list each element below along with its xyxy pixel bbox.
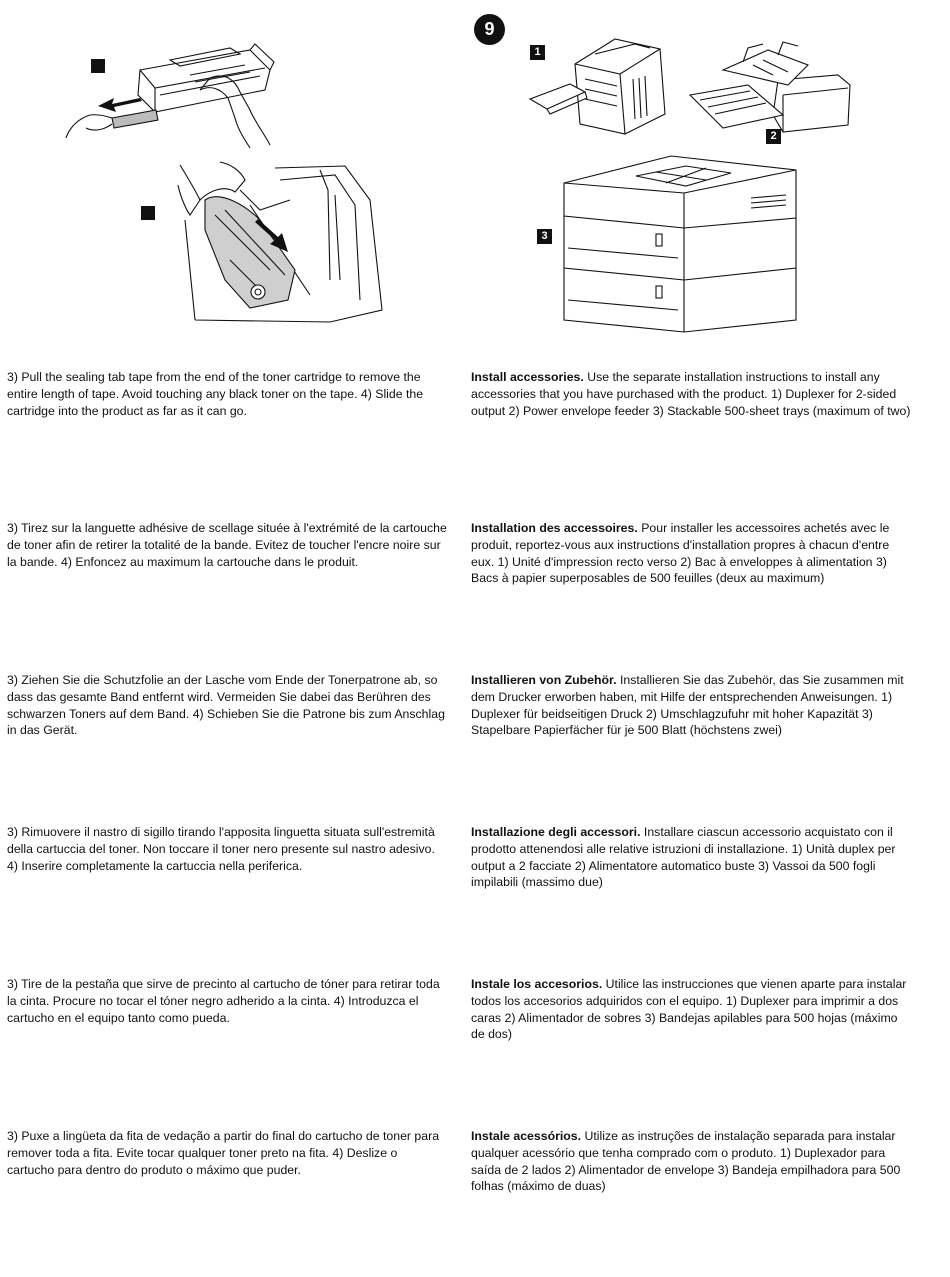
instruction-en-accessories bbox=[471, 369, 911, 419]
body-it: Installare ciascun accessorio acquistato con il prodotto attenendosi alle relative istruzioni di installazione. 1) Unità duplex per output a 2 facciate 2) Alimentatore automatico buste 3) Vassoi da 500 fogli impilabili (massimo due) bbox=[471, 825, 896, 890]
insert-cartridge-illustration bbox=[170, 160, 390, 328]
step-number-badge: 9 bbox=[474, 14, 505, 45]
body-pt: Utilize as instruções de instalação separada para instalar qualquer acessório que tenha comprado com o produto. 1) Duplexador para saída de 2 lados 2) Alimentador de envelope 3) Bandeja empilhadora para 500 folhas (máximo de duas) bbox=[471, 1129, 901, 1194]
instruction-it-accessories bbox=[471, 824, 911, 891]
body-es: Utilice las instrucciones que vienen aparte para instalar todos los accesorios adquiridos con el equipo. 1) Duplexer para imprimir a dos caras 2) Alimentador de sobres 3) Bandejas apilables para 500 hojas (máximo de dos) bbox=[471, 977, 907, 1042]
heading-en: Install accessories. bbox=[471, 370, 584, 384]
instruction-pt-accessories bbox=[471, 1128, 911, 1195]
heading-fr: Installation des accessoires. bbox=[471, 521, 638, 535]
pull-sealing-tape-illustration bbox=[60, 40, 290, 150]
body-en: Use the separate installation instructions to install any accessories that you have purchased with the product. 1) Duplexer for 2-sided output 2) Power envelope feeder 3) Stackable 500-sheet trays (maximum of two) bbox=[471, 370, 911, 418]
body-fr: Pour installer les accessoires achetés avec le produit, reportez-vous aux instructions d'installation propres à chacun d'entre eux. 1) Unité d'impression recto verso 2) Bac à enveloppes à alimentation 3) Bacs à papier superposables de 500 feuilles (deux au maximum) bbox=[471, 521, 890, 586]
instruction-it-toner: 3) Rimuovere il nastro di sigillo tirando l'apposita linguetta situata sull'estremità della cartuccia del toner. Non toccare il toner nero presente sul nastro adesivo. 4) Inserire completamente la cartuccia nella periferica. bbox=[7, 825, 435, 873]
callout-envelope-feeder: 2 bbox=[766, 129, 781, 144]
instruction-es-toner: 3) Tire de la pestaña que sirve de precinto al cartucho de tóner para retirar toda la cinta. Procure no tocar el tóner negro adherido a la cinta. 4) Introduzca el cartucho en el equipo tanto como pueda. bbox=[7, 977, 440, 1025]
heading-de: Installieren von Zubehör. bbox=[471, 673, 617, 687]
envelope-feeder-illustration bbox=[688, 40, 853, 140]
instruction-pt-toner: 3) Puxe a lingüeta da fita de vedação a partir do final do cartucho de toner para remover toda a fita. Evite tocar qualquer toner preto na fita. 4) Deslize o cartucho para dentro do produto o máximo que puder. bbox=[7, 1129, 440, 1177]
callout-duplexer: 1 bbox=[530, 45, 545, 60]
stackable-trays-illustration bbox=[556, 148, 806, 333]
heading-es: Instale los accesorios. bbox=[471, 977, 603, 991]
instruction-fr-toner: 3) Tirez sur la languette adhésive de scellage située à l'extrémité de la cartouche de toner afin de retirer la totalité de la bande. Evitez de toucher l'encre noire sur la bande. 4) Enfoncez au maximum la cartouche dans le produit. bbox=[7, 521, 447, 569]
heading-pt: Instale acessórios. bbox=[471, 1129, 582, 1143]
heading-it: Installazione degli accessori. bbox=[471, 825, 641, 839]
instruction-es-accessories bbox=[471, 976, 911, 1043]
instruction-de-accessories bbox=[471, 672, 911, 739]
body-de: Installieren Sie das Zubehör, das Sie zusammen mit dem Drucker erworben haben, mit Hilfe der entsprechenden Anweisungen. 1) Duplexer für beidseitigen Druck 2) Umschlagzufuhr mit hoher Kapazität 3) Stapelbare Papierfächer für je 500 Blatt (höchstens zwei) bbox=[471, 673, 904, 738]
step-marker-insert-cartridge bbox=[141, 206, 155, 220]
instruction-de-toner: 3) Ziehen Sie die Schutzfolie an der Lasche vom Ende der Tonerpatrone ab, so dass das gesamte Band entfernt wird. Vermeiden Sie dabei das Berühren des schwarzen Toners auf dem Band. 4) Schieben Sie die Patrone bis zum Anschlag in das Gerät. bbox=[7, 673, 445, 738]
instruction-fr-accessories bbox=[471, 520, 911, 587]
callout-stackable-trays: 3 bbox=[537, 229, 552, 244]
instruction-en-toner: 3) Pull the sealing tab tape from the end of the toner cartridge to remove the entire length of tape. Avoid touching any black toner on the tape. 4) Slide the cartridge into the product as far as it can go. bbox=[7, 370, 424, 418]
duplexer-illustration bbox=[525, 34, 675, 144]
